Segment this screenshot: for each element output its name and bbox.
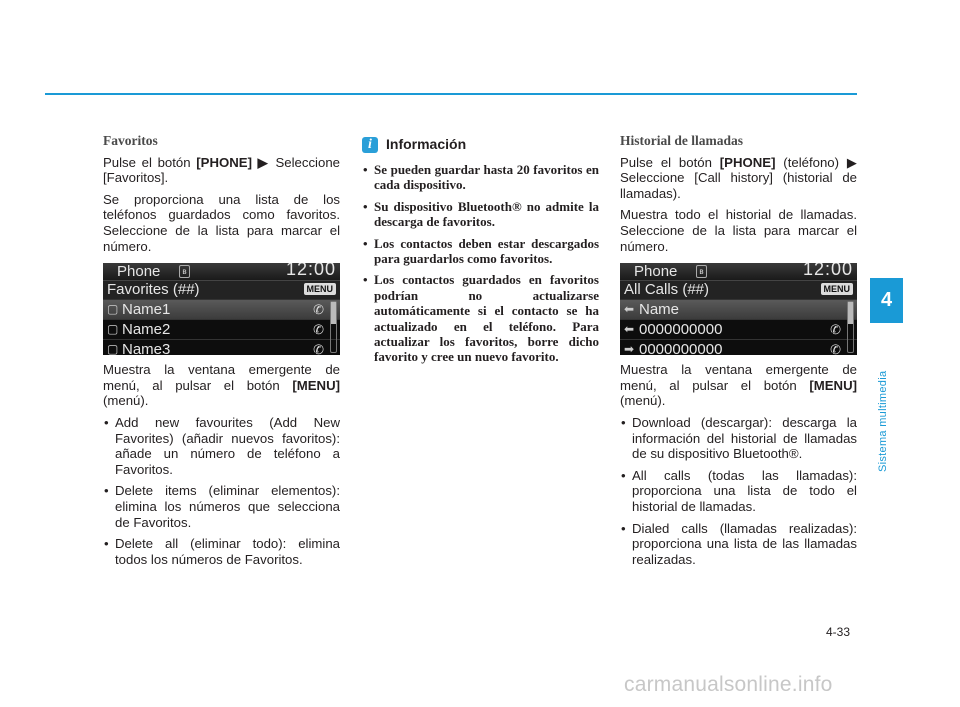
contact-icon: ▢ [107, 321, 119, 336]
clock: 12:00 [802, 263, 853, 280]
favoritos-instruction [103, 155, 340, 186]
historial-options-list [620, 415, 857, 567]
list-item[interactable] [620, 319, 857, 339]
text: (menú). [103, 393, 149, 409]
list-header [620, 280, 857, 299]
item-label: 0000000000 [639, 340, 723, 356]
phone-button-label: [PHONE] [719, 154, 776, 170]
info-icon: i [362, 137, 378, 153]
text: Muestra la ventana emergente de menú, al pulsar el botón [103, 362, 340, 393]
list-title: Favorites (##) [107, 281, 200, 299]
list-header [103, 280, 340, 299]
bluetooth-icon: ʙ [696, 265, 707, 278]
phone-icon: ✆ [313, 321, 324, 337]
favoritos-column [103, 133, 340, 573]
list-item: • Add new favourites (Add New Favorites) (añadir nuevos favoritos): añade un número de teléfono a Favoritos. [103, 415, 340, 477]
phone-icon: ✆ [313, 341, 324, 356]
scrollbar[interactable] [330, 301, 337, 353]
item-label: Name3 [122, 340, 171, 356]
scrollbar-thumb[interactable] [848, 302, 853, 324]
chapter-tab: 4 [870, 278, 903, 323]
text: Pulse el botón [103, 154, 197, 170]
scrollbar[interactable] [847, 301, 854, 353]
list-item: • Delete all (eliminar todo): elimina todos los números de Favoritos. [103, 536, 340, 567]
phone-icon: ✆ [830, 341, 841, 356]
list-item: • Dialed calls (llamadas realizadas): proporciona una lista de las llamadas realizadas. [620, 521, 857, 568]
item-label: Name2 [122, 320, 171, 338]
historial-description: Muestra todo el historial de llamadas. Seleccione de la lista para marcar el número. [620, 207, 857, 254]
screen-status-bar [620, 263, 857, 280]
list-item: • Los contactos deben estar descargados para guardarlos como favoritos. [362, 236, 599, 267]
favoritos-options-list [103, 415, 340, 567]
informacion-column [362, 133, 599, 371]
menu-button-label: [MENU] [292, 377, 340, 393]
text: (teléfono) ▶ Seleccione [Call history] (historial de llamadas). [620, 154, 858, 201]
menu-button[interactable]: MENU [821, 283, 854, 295]
historial-menu-text [620, 362, 857, 409]
incoming-call-icon: ⬅ [624, 321, 635, 336]
phone-icon: ✆ [830, 321, 841, 337]
favorites-screen [103, 263, 340, 355]
list-item: • Su dispositivo Bluetooth® no admite la descarga de favoritos. [362, 199, 599, 230]
bluetooth-icon: ʙ [179, 265, 190, 278]
incoming-call-icon: ⬅ [624, 301, 635, 316]
text: Pulse el botón [620, 154, 720, 170]
list-item: • Se pueden guardar hasta 20 favoritos en cada dispositivo. [362, 162, 599, 193]
list-item[interactable] [620, 299, 857, 319]
text: Muestra la ventana emergente de menú, al pulsar el botón [620, 362, 857, 393]
favoritos-menu-text [103, 362, 340, 409]
historial-heading: Historial de llamadas [620, 133, 744, 148]
contact-icon: ▢ [107, 301, 119, 316]
text: Seleccione [Favoritos]. [103, 154, 340, 186]
app-title: Phone [634, 263, 678, 280]
clock: 12:00 [285, 263, 336, 280]
item-label: 0000000000 [639, 320, 723, 338]
list-item: • Download (descargar): descarga la información del historial de llamadas de su dispositivo Bluetooth®. [620, 415, 857, 462]
contact-icon: ▢ [107, 341, 119, 356]
screen-status-bar [103, 263, 340, 280]
phone-button-label: [PHONE] ▶ [196, 154, 270, 170]
outgoing-call-icon: ➡ [624, 341, 635, 356]
menu-button[interactable]: MENU [304, 283, 337, 295]
chapter-label: Sistema multimedia [877, 370, 889, 472]
top-rule [45, 93, 857, 95]
list-item[interactable] [620, 339, 857, 355]
phone-icon: ✆ [313, 301, 324, 317]
list-item[interactable] [103, 319, 340, 339]
favoritos-heading: Favoritos [103, 133, 158, 148]
item-label: Name [639, 300, 680, 318]
list-item: • All calls (todas las llamadas): proporciona una lista de todo el historial de llamadas. [620, 468, 857, 515]
favoritos-description: Se proporciona una lista de los teléfonos guardados como favoritos. Seleccione de la lista para marcar el número. [103, 191, 340, 254]
list-item[interactable] [103, 339, 340, 355]
watermark: carmanualsonline.info [624, 673, 833, 696]
info-list [362, 162, 599, 365]
text: (menú). [620, 393, 666, 409]
app-title: Phone [117, 263, 161, 280]
call-history-screen [620, 263, 857, 355]
historial-column [620, 133, 857, 573]
menu-button-label: [MENU] [809, 377, 857, 393]
item-label: Name1 [122, 300, 171, 318]
list-item: • Delete items (eliminar elementos): elimina los números que selecciona de Favoritos. [103, 483, 340, 530]
list-item: • Los contactos guardados en favoritos podrían no actualizarse automáticamente si el contacto se ha actualizado en el teléfono. Para actualizar los favoritos, borre dicho favorito y cree un nuevo favorito. [362, 272, 599, 364]
list-item[interactable] [103, 299, 340, 319]
page-number: 4-33 [826, 625, 851, 639]
info-header [362, 137, 599, 153]
info-title: Información [386, 136, 467, 153]
historial-instruction [620, 155, 857, 202]
list-title: All Calls (##) [624, 281, 710, 299]
scrollbar-thumb[interactable] [331, 302, 336, 324]
